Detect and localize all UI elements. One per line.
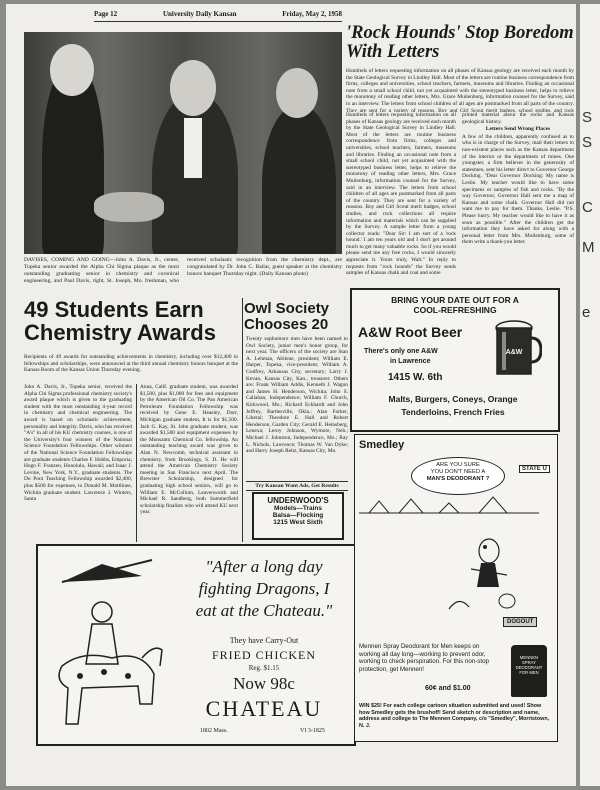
newspaper-page xyxy=(6,4,576,786)
chateau-now: Now 98c xyxy=(233,674,295,693)
want-ads-tagline: Try Kansan Want Ads, Get Results xyxy=(246,481,348,491)
chateau-quote xyxy=(178,556,350,622)
chemistry-col1: John A. Davis, Jr., Topeka senior, received the Alpha Chi Sigma professional chemistry society's award plaque which is given to the graduating student with the most outstanding 4-year record in chemistry and chemical engineering. The award is based on scholastic achievement, personality and integrity. Davis, who has received "A's" in all of his KU chemistry courses, is one of the University's four winners of the National Science Foundation Fellowships. Other winners of the National Science Foundation Fellowships are graduate students Charles F. Hobbs, Emporia; Hugo F. Franzen, Honolulu, Hawaii; and Isaac J. Levine, New York, N.Y., graduate students. The Du Pont Teaching Fellowship awarded $2,400, plus $500 for expenses, to Donald M. Mottlinee, Wichita graduate student. Lawrence J. Winters, Santa xyxy=(24,384,132,503)
photo-caption: DAVISES, COMING AND GOING—John A. Davis, Jr., center, Topeka senior awarded the Alpha Chi Sigma plaque as the most outstanding graduating senior in chemistry and coronical engineering, and Paul Davis, right, St. Joseph, Mo. freshman, who received scholastic recognition from the chemistry dept., are congratulated by Dr. John C. Bailar, guest speaker at the chemistry honors banquet Thursday night. (Daily Kansan photo) xyxy=(24,257,342,284)
chateau-quote-1: "After a long day xyxy=(205,557,323,576)
chemistry-col2: Anna, Calif. graduate student, was awarded $1,500, plus $1,000 for fees and equipment by the American Oil Co. The Pan American Petroleum Foundation Fellowship was received by Gene E. Heasley, Dorr, Michigan graduate student, It is for $1,500. Jack G. Kay, St. John graduate student, was awarded $1,500 and equipment expenses by the Monsanto Chemical Co. fellowship. An outstanding teaching award was given to Alan N. Newcomb, technical assistant in chemistry, from Brookings, S. D. He will attend the American Chemistry Society meeting in San Francisco next April. The Brewster Scholarship, designed for graduating high school seniors, will go to William E. McCollum, Leavenworth and Michael R. Sandberg, both Summerfield scholarship finalists who will attend KU next year. xyxy=(140,384,238,516)
rock-hounds-col2b-text: A few of the children, apparently confused as to who is in charge of the Survey, mail their letters to non-existent places such as the Kansas department of the interior or the department of mines. One youngster, a firm believer in the generosity of statesmen, sent his letter direct to Governor George Docking. "Dear Governor Docking: My name is Leslie. My teacher would like to have some specimens or samples of fish and rocks. "By the way Governor, Governor Hall sent me a map of Kansas and some chalk. Governor Hall did not want me to pay for them. Thanks, Leslie. "P.S. Please hurry. My teacher would like to have it as soon as possible." After the children get the information they have asked for along with a personal letter from Mrs. Muilenburg, some of them write a thank-you letter. xyxy=(462,133,574,246)
paper-name: University Daily Kansan xyxy=(162,10,237,18)
underwood-line2: Balsa—Flocking xyxy=(272,512,324,519)
chateau-item: FRIED CHICKEN xyxy=(211,648,316,662)
chateau-reg: Reg. $1.15 xyxy=(248,664,280,672)
aw-brand: A&W Root Beer xyxy=(358,324,463,340)
photo-face-center xyxy=(170,60,216,116)
state-u-sign: STATE U xyxy=(519,465,550,473)
rock-hounds-col1-text: Hundreds of letters requesting information on all phases of Kansas geology are received each month by the State Geological Survey in Lindley Hall. Most of the letters are routine business correspondence from firms, colleges and universities, school teachers, farmers, museums and libraries. Finding an occasional note from a small school child, not yet acquainted with the stereotyped business letter, helps to relieve the monotony of reading other letters, Mrs. Grace Muilenburg, information counsel for the Survey, said in an interview. The letters from school children of all ages are postmarked from all parts of the country. They are sent for a variety of reasons. Boy and Girl Scout merit badges, school studies, and rock collections all require information and materials which can be supplied by the Survey. A sample letter from a young collector reads: "Dear Sir: I am sort of a 'rock hound.' I am ten years old and I don't get around much to get many valuable rocks. So if you would please send me any free rocks, I would sincerely appreciate it. Yours truly, Walt." In reply to requests from "rock hounds" the Survey sends samples of Kansas chalk and coal and some xyxy=(346,112,456,277)
folio-line xyxy=(94,10,342,22)
adjacent-char: S xyxy=(582,134,593,151)
smedley-cartoon xyxy=(359,491,551,621)
can-label-4: FOR MEN xyxy=(519,670,539,675)
chateau-carry: They have Carry-Out xyxy=(229,636,299,645)
underwood-line1: Models—Trains xyxy=(273,505,323,512)
adjacent-page-strip xyxy=(580,4,600,786)
can-label-3: DEODORANT xyxy=(515,665,543,670)
smedley-mennen-ad xyxy=(354,434,558,742)
speech-bubble xyxy=(411,457,505,495)
bubble-line-1: ARE YOU SURE xyxy=(436,462,480,468)
contest-text: WIN $25! For each college cartoon situation submitted and used! Show how Smedley gets the brushoff! Send sketch or description and name, address and college to The Mennen Company, c/o "Smedley", Morristown, N. J. xyxy=(359,703,550,729)
adjacent-char: M xyxy=(582,239,595,256)
davis-photo xyxy=(24,32,342,254)
column-rule xyxy=(242,298,243,542)
rock-hounds-col2-text: printed material about the rocks and Kansas geological history. xyxy=(462,112,574,125)
adjacent-char: C xyxy=(582,199,593,216)
page-number: Page 12 xyxy=(94,10,118,18)
underwood-ad xyxy=(252,492,344,540)
adjacent-char: e xyxy=(582,304,591,321)
rootbeer-mug-icon xyxy=(494,320,542,380)
bubble-line-3: MAN'S DEODORANT ? xyxy=(426,476,490,482)
aw-line2: COOL-REFRESHING xyxy=(413,305,497,315)
rock-hounds-lead xyxy=(346,68,574,112)
rock-hounds-col1 xyxy=(346,112,456,286)
rock-hounds-subhead: Letters Send Wrong Places xyxy=(485,126,551,133)
chateau-ad xyxy=(36,544,356,746)
chateau-name: CHATEAU xyxy=(205,696,323,721)
adjacent-char: S xyxy=(582,109,593,126)
issue-date: Friday, May 2, 1958 xyxy=(282,10,342,18)
aw-address: 1415 W. 6th xyxy=(388,372,443,383)
aw-line1: BRING YOUR DATE OUT FOR A xyxy=(391,295,519,305)
aw-menu2: Tenderloins, French Fries xyxy=(401,407,505,417)
photo-handshake xyxy=(94,192,164,222)
aw-line3: There's only one A&W xyxy=(364,348,438,355)
owl-headline: Owl Society Chooses 20 xyxy=(244,300,330,333)
chateau-phone: VI 3-1825 xyxy=(300,728,325,734)
rock-hounds-col2 xyxy=(462,112,574,286)
aw-rootbeer-ad xyxy=(350,288,560,432)
photo-figure-right xyxy=(262,104,336,254)
rock-hounds-headline: 'Rock Hounds' Stop Boredom With Letters xyxy=(346,23,574,63)
smedley-title: Smedley xyxy=(359,439,405,451)
can-label-1: MENNEN xyxy=(519,655,539,660)
aw-menu1: Malts, Burgers, Coneys, Orange xyxy=(388,394,518,404)
chateau-address: 1802 Mass. xyxy=(200,728,228,734)
owl-body: Twenty sophomore men have been named to Owl Society, junior men's honor group, for next year. The officers of the society are Stan A. Lehman, Abilene, president; William E. Harper, Topeka, vice-president; William A. Godfrey, Arkansas City, secretary; Larry J. Kevan, Kansas City, Kan., treasurer. Others are: Frank William Addis, Kenneth J. Wagon and James H. Henderson, Wichita; John S. Callahan, Independence; William F. Church, Kirkwood, Mo.; Richard Eckhardt and John Jeffrey, Bartlesville, Okla.; Alan Forker, Liberal; Theodore E. Hall and Robert Henderson, Garden City; Gerald E. Heinsberg, Lenexa; Leroy Johnson, Wymore, Neb.; Michael J. Johnston, Independence, Mo.; Ray L. Nichols, Lawrence; Thomas W. Van Dyke; and Harry Joseph Reitz, Kansas City, Mo. xyxy=(246,336,348,455)
mennen-copy: Mennen Spray Deodorant for Men keeps on working all day long—working to prevent odor, working to check perspiration. For this non-stop protection, get Mennen! xyxy=(359,643,489,673)
underwood-name: UNDERWOOD'S xyxy=(267,496,329,505)
photo-face-left xyxy=(50,44,94,96)
deodorant-can-icon xyxy=(511,645,547,697)
column-rule xyxy=(136,384,137,542)
rock-hounds-body-1: Hundreds of letters requesting information on all phases of Kansas geology are received each month by the State Geological Survey in Lindley Hall. Most of the letters are routine business correspondence from firms, colleges and universities, school teachers, farmers, museums and libraries. Finding an occasional note from a small school child, not yet acquainted with the stereotyped business letter, helps to relieve the monotony of reading other letters, Mrs. Grace Muilenburg, information counsel for the Survey, said in an interview. The letters from school children of all ages are postmarked from all parts of the country. They are sent for a variety of reasons. Boy and Girl Scout merit badges, school studies, and rock xyxy=(346,68,574,112)
chemistry-headline: 49 Students Earn Chemistry Awards xyxy=(24,297,216,346)
chemistry-lead: Recipients of 49 awards for outstanding achievements in chemistry, including over $12,400 in fellowships and scholarships, were announced at the third annual chemistry honors banquet at the Kansas Room of the Kansas Union Thursday evening. xyxy=(24,354,238,374)
dogout-sign: DOGOUT xyxy=(503,617,537,627)
mug-label: A&W xyxy=(505,349,523,356)
knight-on-horse-illustration xyxy=(42,554,172,740)
chateau-quote-2: fighting Dragons, I xyxy=(198,579,330,598)
chateau-quote-3: eat at the Chateau." xyxy=(195,601,333,620)
photo-shirt-center xyxy=(184,118,202,178)
photo-face-right xyxy=(276,68,318,118)
bubble-line-2: YOU DON'T NEED A xyxy=(430,469,486,475)
underwood-address: 1215 West Sixth xyxy=(273,519,323,526)
mennen-price: 60¢ and $1.00 xyxy=(425,685,471,692)
can-label-2: SPRAY xyxy=(522,660,536,665)
aw-line4: in Lawrence xyxy=(390,358,431,365)
